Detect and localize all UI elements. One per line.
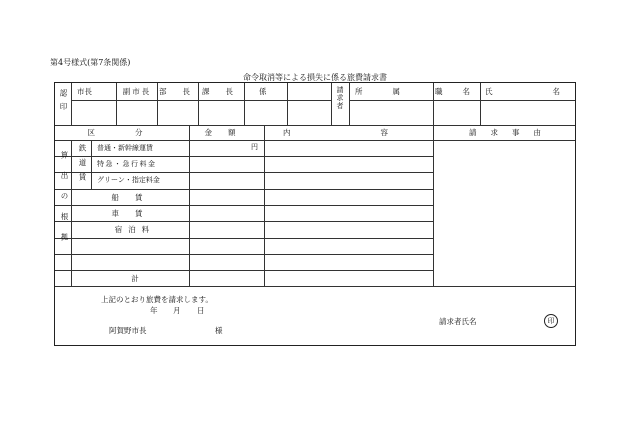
role-staff: 係 bbox=[259, 87, 267, 96]
basis-label: 算出の根拠 bbox=[60, 151, 69, 254]
date-month: 月 bbox=[173, 306, 181, 315]
claimant-label: 請求者 bbox=[336, 86, 344, 110]
claimant-title-header: 職名 bbox=[435, 87, 490, 96]
role-section-chief: 課長 bbox=[202, 87, 249, 96]
date-year: 年 bbox=[150, 306, 158, 315]
rail-item-green-fee: グリーン・指定料金 bbox=[97, 176, 160, 184]
col-header-amount: 金額 bbox=[204, 128, 252, 137]
claimant-name-header: 氏名 bbox=[485, 87, 620, 96]
form-reference: 第4号様式(第7条関係) bbox=[50, 58, 131, 67]
honorific: 様 bbox=[215, 326, 223, 335]
approval-label: 認印 bbox=[59, 89, 68, 116]
role-deputy-mayor: 副市長 bbox=[122, 87, 152, 96]
seal-icon: 印 bbox=[544, 314, 558, 328]
claimant-affiliation-header: 所属 bbox=[355, 87, 430, 96]
form-frame bbox=[54, 82, 620, 346]
rail-item-regular-fare: 普通・新幹線運賃 bbox=[97, 144, 153, 152]
rail-item-express-fee: 特急・急行料金 bbox=[97, 160, 157, 168]
col-header-content: 内容 bbox=[283, 128, 478, 137]
claimant-name-label: 請求者氏名 bbox=[439, 317, 477, 326]
date-day: 日 bbox=[197, 306, 205, 315]
col-header-reason: 請求事由 bbox=[469, 128, 555, 137]
claim-statement: 上記のとおり旅費を請求します。 bbox=[101, 295, 213, 304]
item-ship-fare: 船賃 bbox=[111, 193, 159, 202]
col-header-category: 区分 bbox=[87, 128, 183, 137]
role-department-head: 部長 bbox=[159, 87, 206, 96]
total-label: 計 bbox=[131, 274, 139, 283]
item-lodging: 宿泊料 bbox=[114, 225, 156, 234]
form-title: 命令取消等による損失に係る旅費請求書 bbox=[243, 73, 387, 82]
yen-unit: 円 bbox=[251, 143, 258, 151]
item-car-fare: 車賃 bbox=[111, 209, 159, 218]
rail-label: 鉄道賃 bbox=[78, 144, 87, 188]
addressee: 阿賀野市長 bbox=[109, 326, 147, 335]
role-mayor: 市長 bbox=[77, 87, 92, 96]
